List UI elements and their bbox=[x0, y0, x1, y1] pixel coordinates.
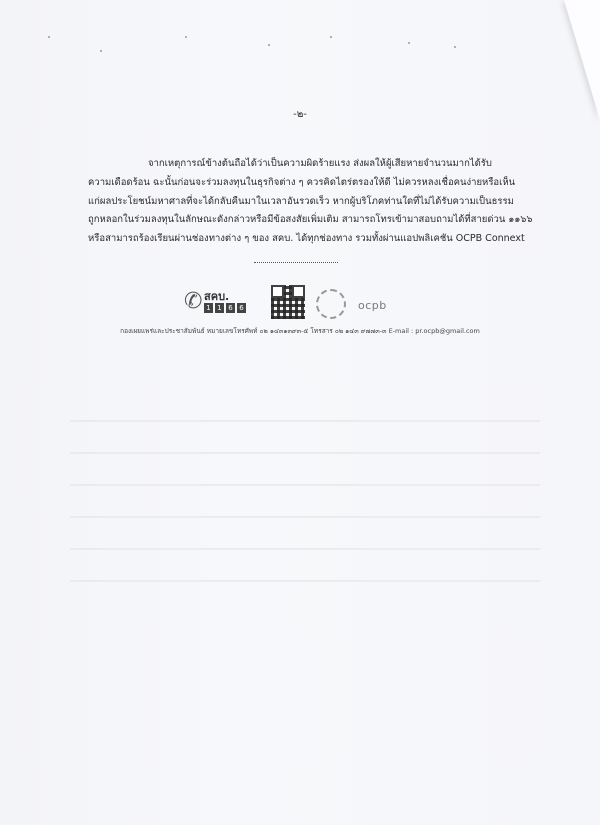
folded-corner bbox=[564, 0, 600, 120]
scan-speck bbox=[185, 36, 187, 38]
ocpb-logo bbox=[316, 287, 396, 317]
qr-code bbox=[271, 285, 305, 319]
hotline-logo bbox=[184, 287, 256, 317]
hotline-number bbox=[204, 303, 246, 313]
logo-strip bbox=[0, 285, 600, 321]
body-line: ถูกหลอกในร่วมลงทุนในลักษณะดังกล่าวหรือมีข้อสงสัยเพิ่มเติม สามารถโทรเข้ามาสอบถามได้ที่สายด่วน ๑๑๖๖ bbox=[88, 214, 533, 226]
scan-speck bbox=[454, 46, 456, 48]
show-through bbox=[70, 580, 540, 582]
show-through bbox=[70, 452, 540, 454]
agency-abbrev: สคบ. bbox=[204, 290, 230, 303]
hotline-digit: 1 bbox=[204, 303, 213, 313]
page-number: -๒- bbox=[293, 109, 307, 120]
show-through bbox=[70, 420, 540, 422]
ocpb-wordmark: ocpb bbox=[358, 299, 387, 312]
hotline-digit: 6 bbox=[226, 303, 235, 313]
body-paragraph bbox=[88, 155, 533, 249]
show-through bbox=[70, 548, 540, 550]
body-line: หรือสามารถร้องเรียนผ่านช่องทางต่าง ๆ ของ สคบ. ได้ทุกช่องทาง รวมทั้งผ่านแอปพลิเคชัน OCPB Connext bbox=[88, 233, 525, 245]
scan-speck bbox=[48, 36, 50, 38]
hotline-digit: 6 bbox=[237, 303, 246, 313]
scan-speck bbox=[100, 50, 102, 52]
footer-contact: กองเผยแพร่และประชาสัมพันธ์ หมายเลขโทรศัพท์ ๐๒ ๑๔๓๑๓๙๓-๕ โทรสาร ๐๒ ๑๔๓ ๙๗๗๓-๓ E-mail : pr.ocpb@gmail.com bbox=[120, 327, 480, 335]
hotline-digit: 1 bbox=[215, 303, 224, 313]
phone-icon: ✆ bbox=[184, 289, 203, 314]
show-through bbox=[70, 484, 540, 486]
body-line: ความเดือดร้อน ฉะนั้นก่อนจะร่วมลงทุนในธุรกิจต่าง ๆ ควรคิดไตร่ตรองให้ดี ไม่ควรหลงเชื่อคนง่ายหรือเห็น bbox=[88, 176, 516, 188]
scan-speck bbox=[330, 36, 332, 38]
dotted-divider bbox=[254, 262, 338, 263]
body-line: จากเหตุการณ์ข้างต้นถือได้ว่าเป็นความผิดร้ายแรง ส่งผลให้ผู้เสียหายจำนวนมากได้รับ bbox=[148, 158, 492, 169]
show-through bbox=[70, 516, 540, 518]
scan-speck bbox=[408, 42, 410, 44]
scan-speck bbox=[268, 44, 270, 46]
body-line: แก่ผลประโยชน์มหาศาลที่จะได้กลับคืนมาในเวลาอันรวดเร็ว หากผู้บริโภคท่านใดที่ไม่ได้รับความเป็นธรรม bbox=[88, 195, 514, 207]
ocpb-logo-mark bbox=[316, 289, 346, 319]
